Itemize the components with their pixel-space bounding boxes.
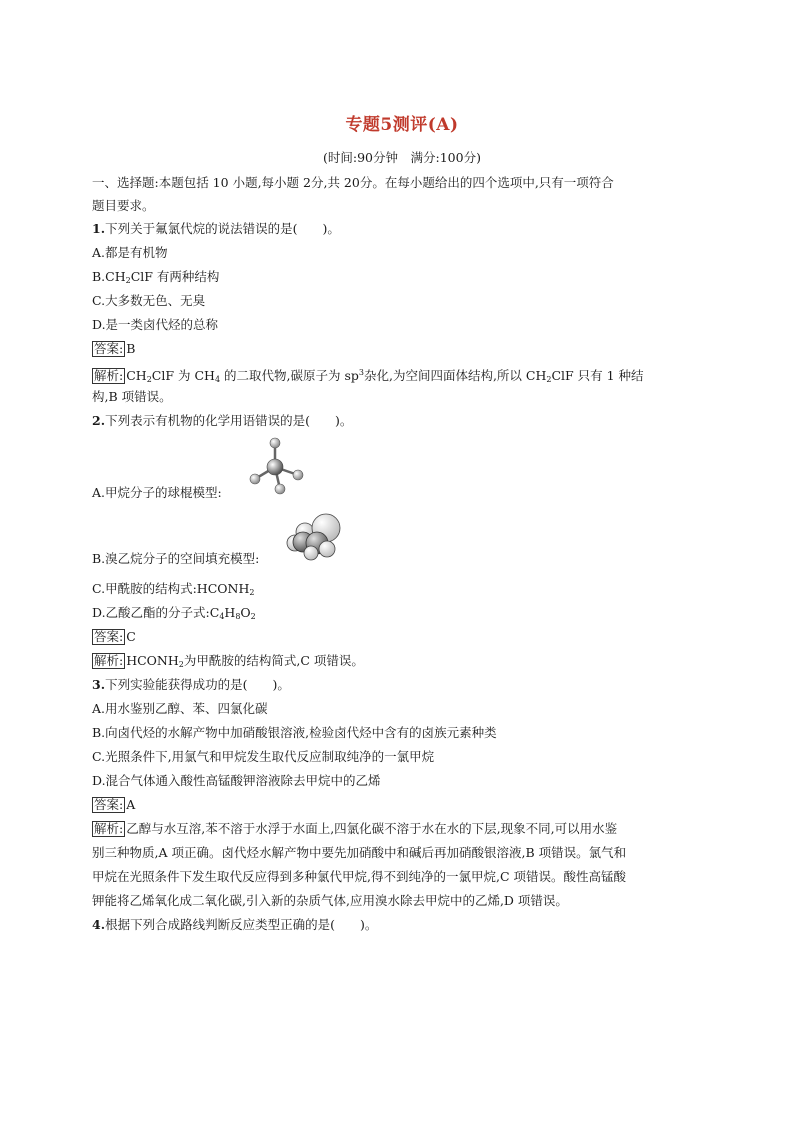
q1-an-g: 杂化,为空间四面体结构,所以 CH bbox=[363, 368, 547, 383]
q2-analysis bbox=[92, 653, 364, 673]
q1-number: 1. bbox=[92, 221, 106, 236]
q2-option-d-sub1: 4 bbox=[219, 612, 225, 621]
analysis-label: 解析: bbox=[94, 368, 124, 383]
q1-option-b-sub: 2 bbox=[125, 276, 131, 285]
q2-option-d-pre: D.乙酸乙酯的分子式:C bbox=[92, 605, 220, 620]
q4-number: 4. bbox=[92, 917, 106, 932]
answer-label: 答案: bbox=[94, 341, 124, 356]
q3-answer-value: A bbox=[126, 797, 136, 812]
q3-analysis-line4: 钾能将乙烯氧化成二氧化碳,引入新的杂质气体,应用溴水除去甲烷中的乙烯,D 项错误。 bbox=[92, 893, 568, 908]
answer-label: 答案: bbox=[94, 629, 124, 644]
methane-ball-stick-model bbox=[240, 434, 310, 496]
q3-option-d: D.混合气体通入酸性高锰酸钾溶液除去甲烷中的乙烯 bbox=[92, 773, 381, 788]
q1-stem bbox=[92, 221, 340, 237]
q2-stem-text: 下列表示有机物的化学用语错误的是( )。 bbox=[105, 413, 353, 428]
q1-analysis-line2: 构,B 项错误。 bbox=[92, 389, 172, 404]
q2-stem bbox=[92, 413, 352, 429]
q2-option-c bbox=[92, 581, 254, 601]
q1-an-c: ClF 为 CH bbox=[151, 368, 215, 383]
q2-option-d-mid: H bbox=[224, 605, 236, 620]
answer-label: 答案: bbox=[94, 797, 124, 812]
q1-an-f: 3 bbox=[358, 368, 364, 377]
page-subtitle: (时间:90分钟 满分:100分) bbox=[323, 150, 481, 165]
q1-an-d: 4 bbox=[214, 375, 221, 384]
q2-answer-value: C bbox=[126, 629, 136, 644]
q1-answer bbox=[92, 341, 135, 357]
q1-stem-text: 下列关于氟氯代烷的说法错误的是( )。 bbox=[105, 221, 340, 236]
bromoethane-space-filling-model bbox=[285, 510, 343, 562]
q2-option-b: B.溴乙烷分子的空间填充模型: bbox=[92, 551, 260, 566]
q1-an-h: 2 bbox=[546, 375, 552, 384]
q3-stem bbox=[92, 677, 290, 693]
q2-an-a: HCONH bbox=[126, 653, 179, 668]
q1-analysis-line1 bbox=[92, 365, 644, 388]
analysis-label: 解析: bbox=[94, 653, 124, 668]
q1-option-b bbox=[92, 269, 219, 289]
q1-option-d: D.是一类卤代烃的总称 bbox=[92, 317, 219, 332]
q3-answer bbox=[92, 797, 135, 813]
analysis-label: 解析: bbox=[94, 821, 124, 836]
q2-an-b: 2 bbox=[178, 660, 184, 669]
section-instruction-line2: 题目要求。 bbox=[92, 198, 155, 213]
q1-an-e: 的二取代物,碳原子为 sp bbox=[220, 368, 359, 383]
q4-stem-text: 根据下列合成路线判断反应类型正确的是( )。 bbox=[105, 917, 378, 932]
q2-number: 2. bbox=[92, 413, 106, 428]
page-title: 专题5测评(A) bbox=[345, 115, 459, 135]
q2-option-c-sub: 2 bbox=[249, 588, 255, 597]
q1-an-i: ClF 只有 1 种结 bbox=[551, 368, 644, 383]
q2-an-c: 为甲酰胺的结构简式,C 项错误。 bbox=[183, 653, 364, 668]
q2-option-d-sub3: 2 bbox=[250, 612, 256, 621]
q3-analysis-line1 bbox=[92, 821, 617, 837]
q2-option-a: A.甲烷分子的球棍模型: bbox=[92, 485, 222, 500]
q3-stem-text: 下列实验能获得成功的是( )。 bbox=[105, 677, 290, 692]
q1-option-b-post: ClF 有两种结构 bbox=[130, 269, 220, 284]
q4-stem bbox=[92, 917, 377, 933]
q3-number: 3. bbox=[92, 677, 106, 692]
q1-option-c: C.大多数无色、无臭 bbox=[92, 293, 206, 308]
q1-an-b: 2 bbox=[146, 375, 152, 384]
section-instruction-line1: 一、选择题:本题包括 10 小题,每小题 2分,共 20分。在每小题给出的四个选项中,只有一项符合 bbox=[92, 175, 614, 190]
q3-option-a: A.用水鉴别乙醇、苯、四氯化碳 bbox=[92, 701, 268, 716]
q1-option-a: A.都是有机物 bbox=[92, 245, 168, 260]
q3-analysis-line3: 甲烷在光照条件下发生取代反应得到多种氯代甲烷,得不到纯净的一氯甲烷,C 项错误。酸性高锰酸 bbox=[92, 869, 626, 884]
q2-answer bbox=[92, 629, 136, 645]
q3-option-c: C.光照条件下,用氯气和甲烷发生取代反应制取纯净的一氯甲烷 bbox=[92, 749, 435, 764]
q3-option-b: B.向卤代烃的水解产物中加硝酸银溶液,检验卤代烃中含有的卤族元素种类 bbox=[92, 725, 497, 740]
q2-option-d bbox=[92, 605, 256, 625]
q1-an-a: CH bbox=[126, 368, 147, 383]
q1-option-b-pre: B.CH bbox=[92, 269, 126, 284]
q2-option-c-pre: C.甲酰胺的结构式:HCONH bbox=[92, 581, 250, 596]
q3-analysis-line2: 别三种物质,A 项正确。卤代烃水解产物中要先加硝酸中和碱后再加硝酸银溶液,B 项错误。氯气和 bbox=[92, 845, 627, 860]
q2-option-d-sub2: 8 bbox=[235, 612, 241, 621]
q1-answer-value: B bbox=[126, 341, 136, 356]
q2-option-d-mid2: O bbox=[240, 605, 251, 620]
q3-analysis-text1: 乙醇与水互溶,苯不溶于水浮于水面上,四氯化碳不溶于水在水的下层,现象不同,可以用水鉴 bbox=[126, 821, 618, 836]
